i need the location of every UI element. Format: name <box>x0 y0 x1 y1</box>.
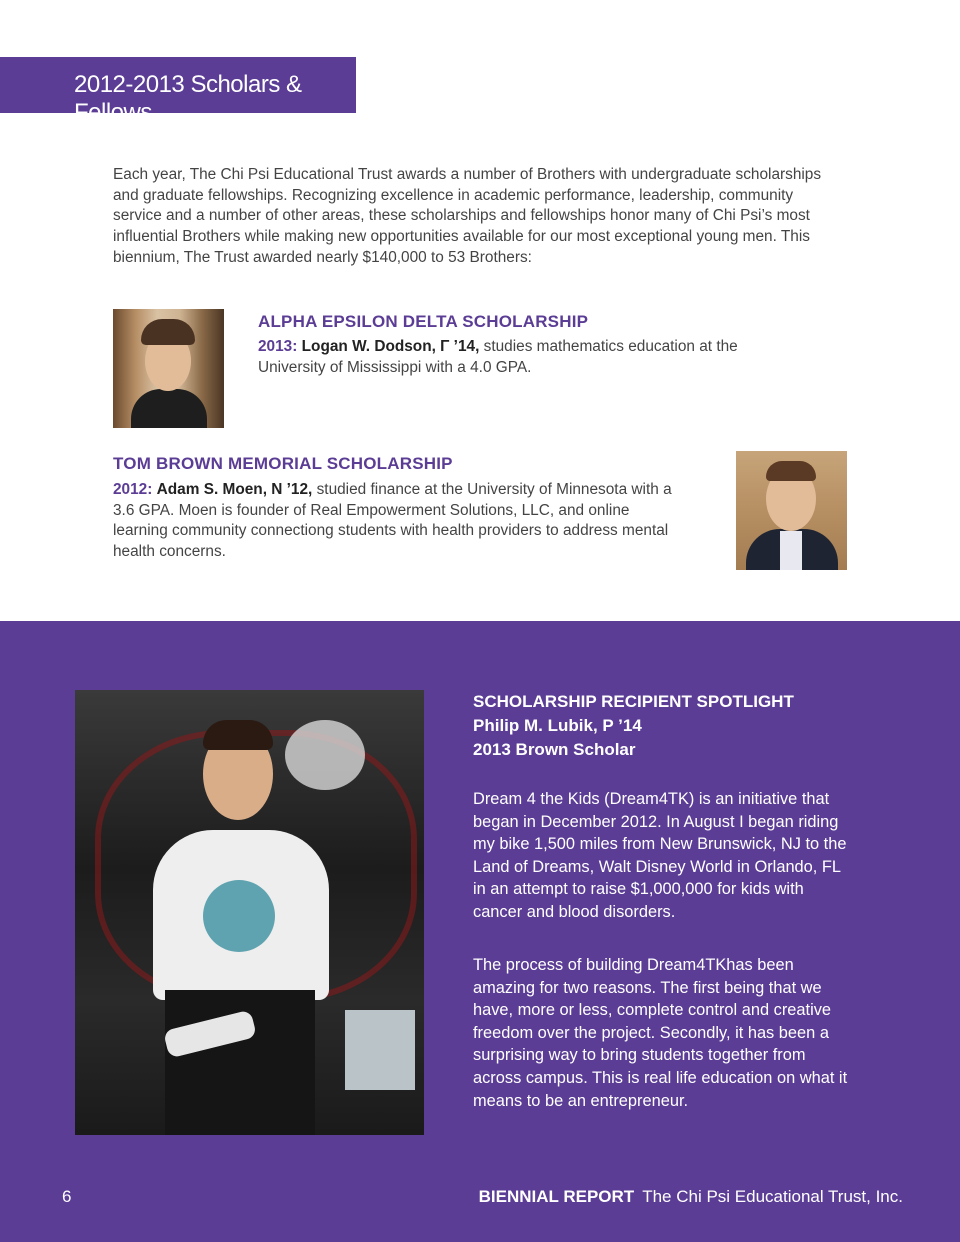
philip-lubik-photo <box>75 690 424 1135</box>
scholarship-title: TOM BROWN MEMORIAL SCHOLARSHIP <box>113 454 453 473</box>
scholarship-description <box>258 337 788 378</box>
scholarship-year: 2013: <box>258 338 298 355</box>
scholarship-text: studied finance at the University of Minnesota with a 3.6 GPA. Moen is founder of Real Empowerment Solutions, LLC, and online learning community connectiong students with health providers to address mental health concerns. <box>113 481 672 561</box>
logan-dodson-photo <box>113 309 224 428</box>
footer-org: The Chi Psi Educational Trust, Inc. <box>642 1187 903 1206</box>
scholarship-text: studies mathematics education at the University of Mississippi with a 4.0 GPA. <box>258 338 738 376</box>
scholar-name: Adam S. Moen, N ’12, <box>156 481 313 498</box>
scholarship-description <box>113 480 688 563</box>
adam-moen-photo <box>736 451 847 570</box>
scholarship-year: 2012: <box>113 481 153 498</box>
scholar-name: Logan W. Dodson, Γ ’14, <box>301 338 480 355</box>
section-banner <box>0 57 356 126</box>
spotlight-paragraph: Dream 4 the Kids (Dream4TK) is an initiative that began in December 2012. In August I began riding my bike 1,500 miles from New Brunswick, NJ to the Land of Dreams, Walt Disney World in Orlando, FL in an attempt to raise $1,000,000 for kids with cancer and blood disorders. <box>473 790 847 921</box>
footer-report: BIENNIAL REPORT <box>478 1187 635 1206</box>
spotlight-award: 2013 Brown Scholar <box>473 740 636 759</box>
spotlight-paragraph: The process of building Dream4TKhas been amazing for two reasons. The first being that we have, more or less, complete control and creative freedom over the project. Secondly, it has been a surprising way to bring students together from across campus. This is real life education on what it means to be an entrepreneur. <box>473 956 848 1110</box>
page-number: 6 <box>62 1187 72 1206</box>
footer <box>479 1187 903 1207</box>
spotlight-name: Philip M. Lubik, P ’14 <box>473 716 642 735</box>
page-title: 2012-2013 Scholars & Fellows <box>74 71 302 126</box>
intro-paragraph: Each year, The Chi Psi Educational Trust awards a number of Brothers with undergraduate scholarships and graduate fellowships. Recognizing excellence in academic performance, leadership, community service and a number of other areas, these scholarships and fellowships honor many of Chi Psi’s most influential Brothers while making new opportunities available for our most exceptional young men. This biennium, The Trust awarded nearly $140,000 to 53 Brothers: <box>113 166 822 266</box>
spotlight-heading: SCHOLARSHIP RECIPIENT SPOTLIGHT <box>473 692 794 711</box>
scholarship-title: ALPHA EPSILON DELTA SCHOLARSHIP <box>258 312 589 331</box>
